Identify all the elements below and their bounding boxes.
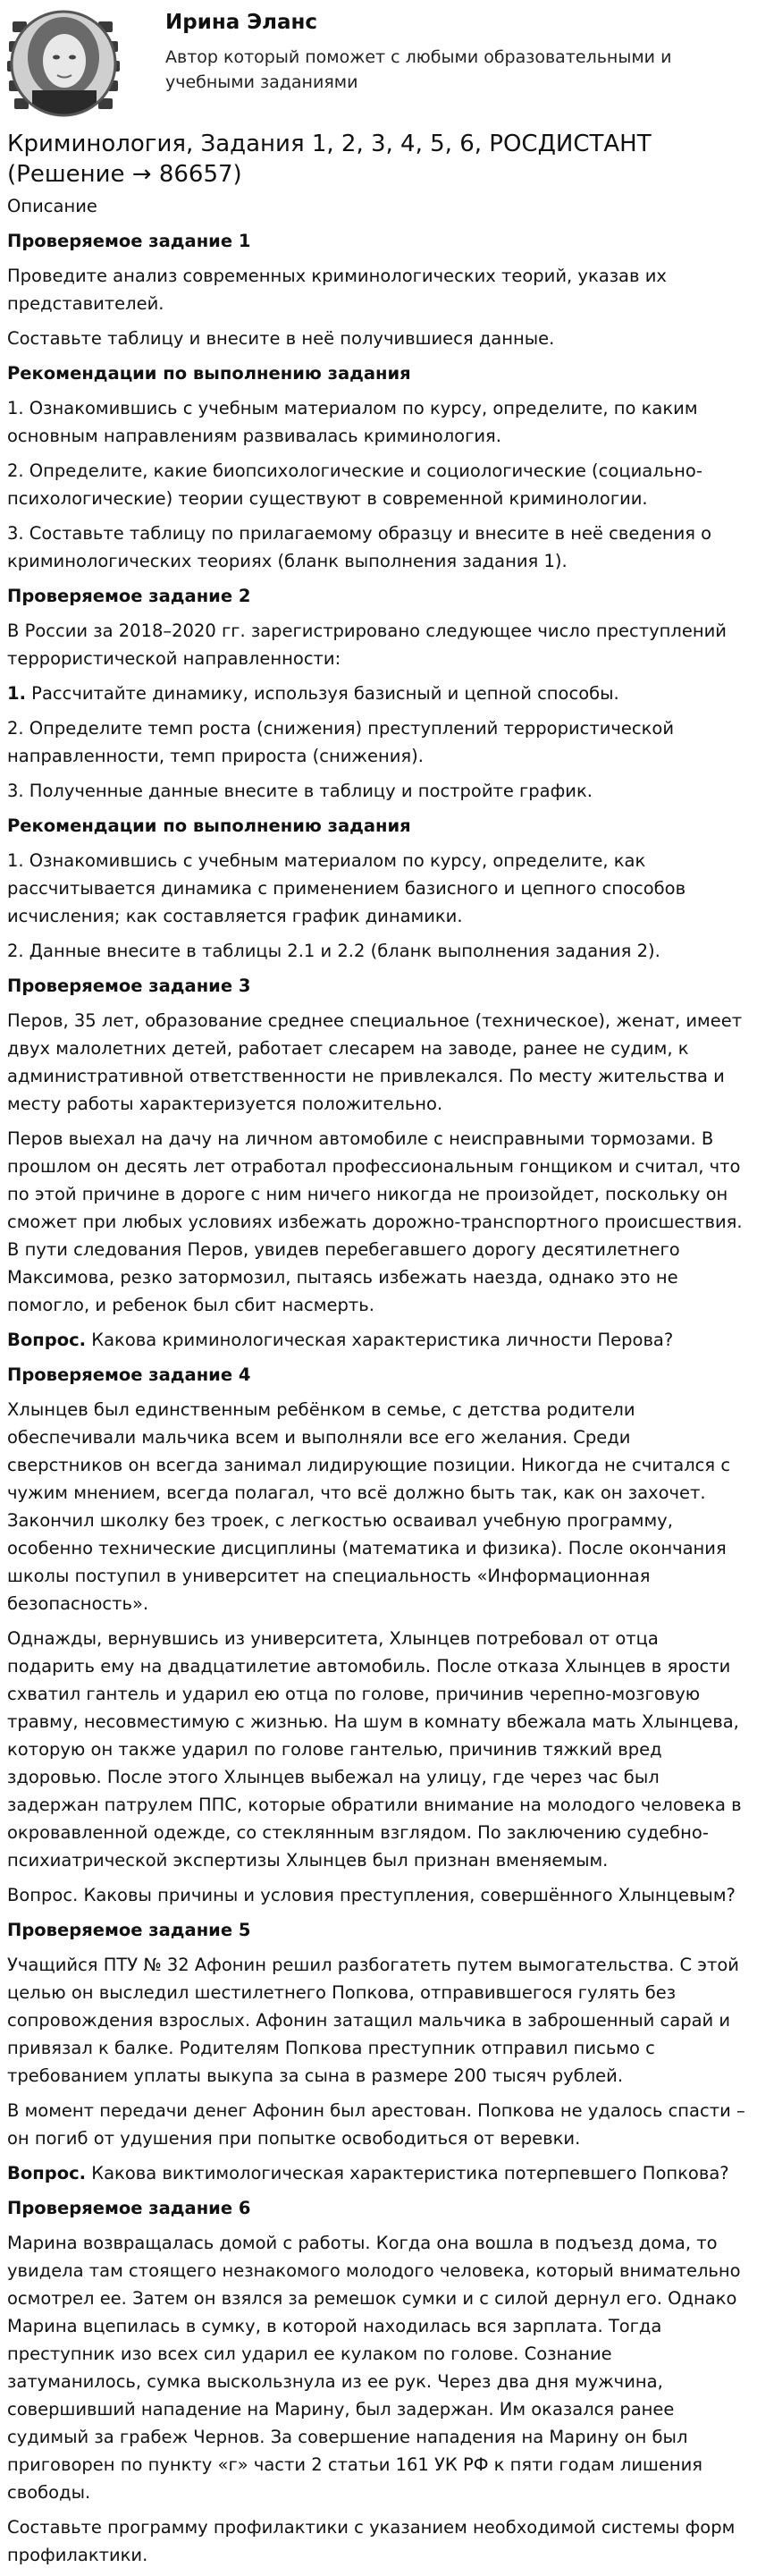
task2-step: 3. Полученные данные внесите в таблицу и постройте график.	[7, 781, 593, 801]
task4-paragraph: Хлынцев был единственным ребёнком в семье, с детства родители обеспечивали мальчика всем и выполняли все его желания. Среди сверстников он всегда занимал лидирующие позиции. Никогда не считался с чужим мнением, всегда полагал, что всё должно быть так, как он захочет. Закончил школку без троек, с легкостью осваивал учебную программу, особенно технические дисциплины (математика и физика). После окончания школы поступил в университет на специальность «Информационная безопасность».	[7, 1399, 731, 1614]
task6-paragraph: Марина возвращалась домой с работы. Когда она вошла в подъезд дома, то увидела там стоящего незнакомого молодого человека, который внимательно осмотрел ее. Затем он взялся за ремешок сумки и с силой дернул его. Однако Марина вцепилась в сумку, в которой находилась вся зарплата. Тогда преступник изо всех сил ударил ее кулаком по голове. Сознание затуманилось, сумка выскользнула из ее рук. Через два дня мужчина, совершивший нападение на Марину, был задержан. Им оказался ранее судимый за грабеж Чернов. За совершение нападения на Марину он был приговорен по пункту «г» части 2 статьи 161 УК РФ к пяти годам лишения свободы.	[7, 2233, 741, 2503]
task4-heading: Проверяемое задание 4	[7, 1364, 251, 1385]
task2-recommendations-heading: Рекомендации по выполнению задания	[7, 815, 411, 836]
task2-recommendation: 2. Данные внесите в таблицы 2.1 и 2.2 (бланк выполнения задания 2).	[7, 941, 660, 961]
task2-recommendation: 1. Ознакомившись с учебным материалом по курсу, определите, как рассчитывается динамика с применением базисного и цепного способов исчисления; как составляется график динамики.	[7, 850, 686, 926]
task2-step: 2. Определите темп роста (снижения) преступлений террористической направленности, темп прироста (снижения).	[7, 718, 674, 766]
description-label: Описание	[7, 196, 97, 216]
step-number: 1.	[7, 683, 26, 704]
author-header	[0, 0, 757, 125]
task1-recommendation: 2. Определите, какие биопсихологические и социологические (социально-психологические) теории существуют в современной криминологии.	[7, 460, 702, 509]
question-label: Вопрос.	[7, 2163, 87, 2183]
task3-heading: Проверяемое задание 3	[7, 976, 251, 996]
task6-paragraph: Составьте программу профилактики с указанием необходимой системы форм профилактики.	[7, 2517, 736, 2565]
task4-question: Вопрос. Каковы причины и условия преступления, совершённого Хлынцевым?	[7, 1885, 736, 1905]
task3-paragraph: Перов, 35 лет, образование среднее специальное (техническое), женат, имеет двух малолетних детей, работает слесарем на заводе, ранее не судим, к административной ответственности не привлекался. По месту жительства и месту работы характеризуется положительно.	[7, 1010, 743, 1114]
task6-heading: Проверяемое задание 6	[7, 2198, 251, 2218]
task5-paragraph: В момент передачи денег Афонин был арестован. Попкова не удалось спасти – он погиб от удушения при попытке освободиться от веревки.	[7, 2100, 745, 2149]
task2-heading: Проверяемое задание 2	[7, 586, 251, 606]
step-text: Рассчитайте динамику, используя базисный и цепной способы.	[25, 683, 619, 704]
question-text: Какова криминологическая характеристика личности Перова?	[86, 1330, 674, 1350]
question-label: Вопрос.	[7, 1330, 87, 1350]
page-title: Криминология, Задания 1, 2, 3, 4, 5, 6, РОСДИСТАНТ (Решение → 86657)	[7, 131, 652, 188]
author-avatar[interactable]	[5, 5, 122, 122]
document-body	[7, 192, 751, 2576]
task5-heading: Проверяемое задание 5	[7, 1920, 251, 1940]
task1-paragraph: Проведите анализ современных криминологических теорий, указав их представителей.	[7, 266, 667, 314]
task4-paragraph: Однажды, вернувшись из университета, Хлынцев потребовал от отца подарить ему на двадцатилетие автомобиль. После отказа Хлынцев в ярости схватил гантель и ударил ею отца по голове, причинив черепно-мозговую травму, несовместимую с жизнью. На шум в комнату вбежала мать Хлынцева, которую он также ударил по голове гантелью, причинив тяжкий вред здоровью. После этого Хлынцев выбежал на улицу, где через час был задержан патрулем ППС, которые обратили внимание на молодого человека в окровавленной одежде, со стеклянным взглядом. По заключению судебно-психиатрической экспертизы Хлынцев был признан вменяемым.	[7, 1628, 742, 1871]
task1-recommendations-heading: Рекомендации по выполнению задания	[7, 363, 411, 384]
task1-heading: Проверяемое задание 1	[7, 231, 251, 251]
task2-paragraph: В России за 2018–2020 гг. зарегистрировано следующее число преступлений террористической направленности:	[7, 621, 727, 669]
author-description: Автор который поможет с любыми образовательными и учебными заданиями	[165, 47, 672, 92]
author-name[interactable]: Ирина Эланс	[165, 11, 318, 34]
task2-step	[7, 680, 751, 707]
task5-question	[7, 2159, 751, 2187]
task1-recommendation: 3. Составьте таблицу по прилагаемому образцу и внесите в неё сведения о криминологических теориях (бланк выполнения задания 1).	[7, 523, 712, 571]
task1-paragraph: Составьте таблицу и внесите в неё получившиеся данные.	[7, 328, 555, 349]
task1-recommendation: 1. Ознакомившись с учебным материалом по курсу, определите, по каким основным направлениям развивалась криминология.	[7, 398, 698, 446]
task3-question	[7, 1326, 751, 1354]
question-text: Какова виктимологическая характеристика потерпевшего Попкова?	[86, 2163, 729, 2183]
task5-paragraph: Учащийся ПТУ № 32 Афонин решил разбогатеть путем вымогательства. С этой целью он выследил шестилетнего Попкова, отправившегося гулять без сопровождения взрослых. Афонин затащил мальчика в заброшенный сарай и привязал к балке. Родителям Попкова преступник отправил письмо с требованием уплаты выкупа за сына в размере 200 тысяч рублей.	[7, 1955, 739, 2086]
task3-paragraph: Перов выехал на дачу на личном автомобиле с неисправными тормозами. В прошлом он десять лет отработал профессиональным гонщиком и считал, что по этой причине в дороге с ним ничего никогда не произойдет, поскольку он сможет при любых условиях избежать дорожно-транспортного происшествия. В пути следования Перов, увидев перебегавшего дорогу десятилетнего Максимова, резко затормозил, пытаясь избежать наезда, однако это не помогло, и ребенок был сбит насмерть.	[7, 1128, 743, 1315]
